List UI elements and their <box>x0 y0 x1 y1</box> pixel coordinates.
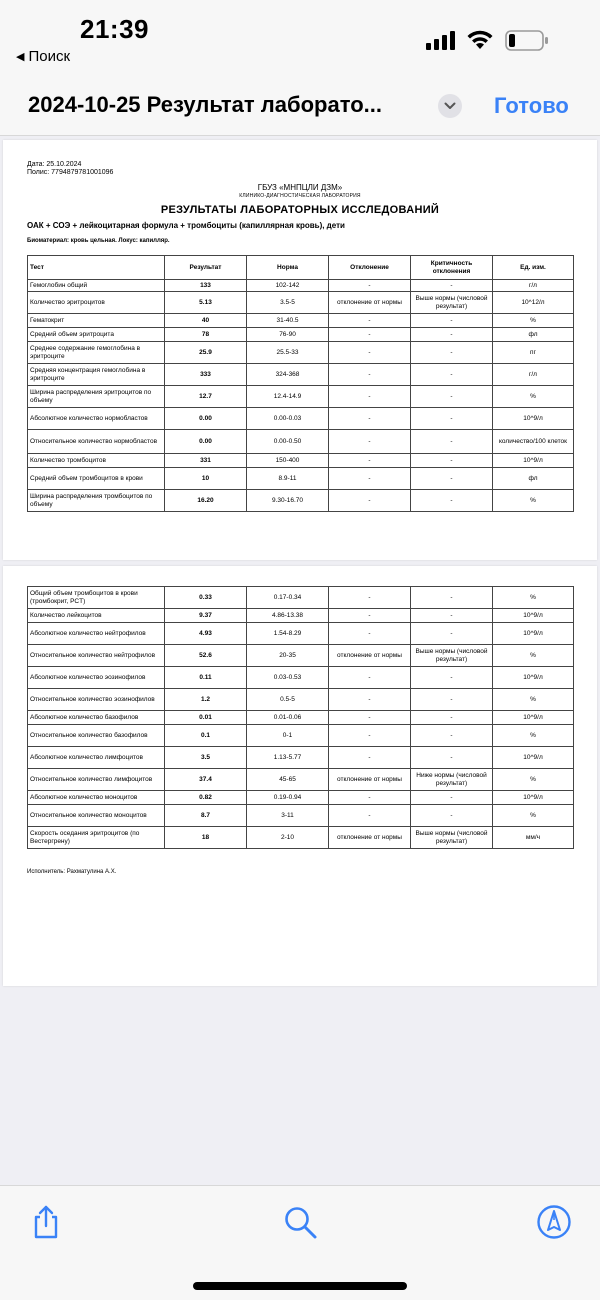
cell-test: Скорость оседания эритроцитов (по Вестергрену) <box>28 827 165 849</box>
cell-criticality: - <box>411 667 493 689</box>
back-app-label: Поиск <box>28 48 71 65</box>
cell-result: 333 <box>165 364 247 386</box>
cell-result: 0.01 <box>165 711 247 725</box>
chevron-down-icon[interactable] <box>438 94 462 118</box>
done-button[interactable]: Готово <box>494 93 569 118</box>
cell-deviation: - <box>329 689 411 711</box>
table-row <box>28 386 574 408</box>
table-row <box>28 430 574 454</box>
cell-test: Относительное количество эозинофилов <box>28 689 165 711</box>
table-row <box>28 689 574 711</box>
cell-norm: 31-40.5 <box>247 314 329 328</box>
cell-deviation: - <box>329 805 411 827</box>
table-row <box>28 328 574 342</box>
cell-norm: 3-11 <box>247 805 329 827</box>
cell-norm: 12.4-14.9 <box>247 386 329 408</box>
cell-norm: 20-35 <box>247 645 329 667</box>
table-row <box>28 587 574 609</box>
header-deviation: Отклонение <box>329 256 411 280</box>
table-row <box>28 314 574 328</box>
cell-unit: фл <box>493 468 574 490</box>
cell-test: Относительное количество моноцитов <box>28 805 165 827</box>
cell-test: Средняя концентрация гемоглобина в эритроците <box>28 364 165 386</box>
executor-name: Исполнитель: Рахматулина А.Х. <box>27 869 117 875</box>
cell-norm: 0-1 <box>247 725 329 747</box>
table-row <box>28 667 574 689</box>
cell-criticality: - <box>411 468 493 490</box>
cell-unit: 10^9/л <box>493 667 574 689</box>
cell-unit: 10^12/л <box>493 292 574 314</box>
cell-unit: количество/100 клеток <box>493 430 574 454</box>
cell-norm: 1.54-8.29 <box>247 623 329 645</box>
document-page-1 <box>3 140 597 560</box>
cell-unit: 10^9/л <box>493 623 574 645</box>
cell-test: Гемоглобин общий <box>28 280 165 292</box>
cell-norm: 0.00-0.03 <box>247 408 329 430</box>
cell-criticality: - <box>411 490 493 512</box>
cell-test: Абсолютное количество нейтрофилов <box>28 623 165 645</box>
cell-criticality: - <box>411 609 493 623</box>
cell-criticality: Выше нормы (числовой результат) <box>411 827 493 849</box>
biomaterial-info: Биоматериал: кровь цельная. Локус: капилляр. <box>27 238 170 244</box>
cell-norm: 4.86-13.38 <box>247 609 329 623</box>
cell-unit: 10^9/л <box>493 711 574 725</box>
cell-test: Количество лейкоцитов <box>28 609 165 623</box>
cell-criticality: - <box>411 805 493 827</box>
cell-deviation: - <box>329 386 411 408</box>
doc-date: Дата: 25.10.2024 <box>27 161 82 168</box>
cell-criticality: - <box>411 314 493 328</box>
cell-norm: 3.5-5 <box>247 292 329 314</box>
cell-unit: % <box>493 689 574 711</box>
table-row <box>28 292 574 314</box>
header-criticality: Критичность отклонения <box>411 256 493 280</box>
table-header-row <box>28 256 574 280</box>
cell-test: Среднее содержание гемоглобина в эритроците <box>28 342 165 364</box>
table-row <box>28 747 574 769</box>
table-row <box>28 645 574 667</box>
document-title[interactable]: 2024-10-25 Результат лаборато... <box>28 92 382 117</box>
cell-unit: % <box>493 490 574 512</box>
cell-result: 8.7 <box>165 805 247 827</box>
cell-unit: % <box>493 769 574 791</box>
cell-result: 9.37 <box>165 609 247 623</box>
table-row <box>28 609 574 623</box>
cell-result: 5.13 <box>165 292 247 314</box>
cell-deviation: отклонение от нормы <box>329 827 411 849</box>
cell-criticality: - <box>411 711 493 725</box>
cell-result: 0.33 <box>165 587 247 609</box>
cell-deviation: - <box>329 314 411 328</box>
cell-deviation: - <box>329 328 411 342</box>
table-row <box>28 769 574 791</box>
cell-result: 78 <box>165 328 247 342</box>
header-norm: Норма <box>247 256 329 280</box>
cell-result: 4.93 <box>165 623 247 645</box>
cell-criticality: - <box>411 689 493 711</box>
cell-norm: 1.13-5.77 <box>247 747 329 769</box>
test-panel-name: ОАК + СОЭ + лейкоцитарная формула + тромбоциты (капиллярная кровь), дети <box>27 221 345 230</box>
cell-test: Ширина распределения эритроцитов по объему <box>28 386 165 408</box>
cell-criticality: - <box>411 364 493 386</box>
cell-criticality: - <box>411 386 493 408</box>
cell-norm: 150-400 <box>247 454 329 468</box>
cell-deviation: - <box>329 454 411 468</box>
cell-norm: 102-142 <box>247 280 329 292</box>
cell-unit: 10^9/л <box>493 408 574 430</box>
cell-deviation: - <box>329 623 411 645</box>
bottom-toolbar <box>0 1185 600 1300</box>
cell-criticality: - <box>411 342 493 364</box>
cell-norm: 0.17-0.34 <box>247 587 329 609</box>
cell-norm: 0.01-0.06 <box>247 711 329 725</box>
back-to-app-button[interactable] <box>16 48 70 65</box>
cell-norm: 324-368 <box>247 364 329 386</box>
cell-deviation: - <box>329 408 411 430</box>
cell-unit: 10^9/л <box>493 791 574 805</box>
cell-test: Гематокрит <box>28 314 165 328</box>
cell-deviation: - <box>329 747 411 769</box>
cell-result: 10 <box>165 468 247 490</box>
cell-norm: 76-90 <box>247 328 329 342</box>
cell-deviation: - <box>329 667 411 689</box>
cell-deviation: - <box>329 791 411 805</box>
cell-deviation: - <box>329 490 411 512</box>
cell-result: 12.7 <box>165 386 247 408</box>
cell-result: 40 <box>165 314 247 328</box>
cell-result: 0.1 <box>165 725 247 747</box>
cell-criticality: - <box>411 623 493 645</box>
cell-norm: 0.00-0.50 <box>247 430 329 454</box>
doc-policy: Полис: 7794879781001096 <box>27 169 114 176</box>
cell-unit: г/л <box>493 280 574 292</box>
cell-result: 52.6 <box>165 645 247 667</box>
cell-criticality: Выше нормы (числовой результат) <box>411 645 493 667</box>
cell-result: 0.00 <box>165 430 247 454</box>
battery-icon <box>505 30 549 51</box>
cell-unit: % <box>493 805 574 827</box>
cell-result: 16.20 <box>165 490 247 512</box>
cell-test: Количество эритроцитов <box>28 292 165 314</box>
table-row <box>28 342 574 364</box>
cell-unit: мм/ч <box>493 827 574 849</box>
cell-deviation: - <box>329 364 411 386</box>
cell-deviation: - <box>329 468 411 490</box>
cell-result: 3.5 <box>165 747 247 769</box>
table-row <box>28 623 574 645</box>
cell-criticality: - <box>411 747 493 769</box>
cell-deviation: - <box>329 280 411 292</box>
cell-test: Абсолютное количество моноцитов <box>28 791 165 805</box>
cell-deviation: отклонение от нормы <box>329 769 411 791</box>
cellular-signal-icon <box>426 30 456 50</box>
cell-result: 331 <box>165 454 247 468</box>
doc-heading: РЕЗУЛЬТАТЫ ЛАБОРАТОРНЫХ ИССЛЕДОВАНИЙ <box>160 204 440 216</box>
cell-deviation: отклонение от нормы <box>329 645 411 667</box>
cell-norm: 0.5-5 <box>247 689 329 711</box>
header-result: Результат <box>165 256 247 280</box>
cell-test: Общий объем тромбоцитов в крови (тромбокрит, PCT) <box>28 587 165 609</box>
table-row <box>28 408 574 430</box>
cell-result: 25.9 <box>165 342 247 364</box>
cell-test: Относительное количество нейтрофилов <box>28 645 165 667</box>
cell-deviation: - <box>329 587 411 609</box>
cell-result: 133 <box>165 280 247 292</box>
cell-result: 18 <box>165 827 247 849</box>
markup-pen-icon[interactable] <box>536 1204 572 1240</box>
cell-unit: г/л <box>493 364 574 386</box>
cell-test: Средний объем эритроцита <box>28 328 165 342</box>
nav-bar <box>0 78 600 136</box>
cell-result: 1.2 <box>165 689 247 711</box>
table-row <box>28 280 574 292</box>
cell-criticality: - <box>411 328 493 342</box>
status-bar <box>0 0 600 78</box>
cell-norm: 2-10 <box>247 827 329 849</box>
cell-test: Относительное количество базофилов <box>28 725 165 747</box>
cell-unit: пг <box>493 342 574 364</box>
header-unit: Ед. изм. <box>493 256 574 280</box>
cell-unit: 10^9/л <box>493 454 574 468</box>
cell-test: Относительное количество нормобластов <box>28 430 165 454</box>
table-row <box>28 364 574 386</box>
back-triangle-icon: ◀ <box>16 51 25 63</box>
share-icon[interactable] <box>28 1204 64 1240</box>
cell-criticality: - <box>411 454 493 468</box>
table-row <box>28 711 574 725</box>
cell-criticality: Выше нормы (числовой результат) <box>411 292 493 314</box>
doc-department: КЛИНИКО-ДИАГНОСТИЧЕСКАЯ ЛАБОРАТОРИЯ <box>239 193 361 199</box>
cell-test: Абсолютное количество эозинофилов <box>28 667 165 689</box>
cell-deviation: - <box>329 725 411 747</box>
cell-deviation: - <box>329 342 411 364</box>
wifi-icon <box>465 27 495 51</box>
cell-test: Относительное количество лимфоцитов <box>28 769 165 791</box>
cell-test: Абсолютное количество базофилов <box>28 711 165 725</box>
results-table-page-1 <box>27 255 574 512</box>
cell-criticality: - <box>411 280 493 292</box>
table-row <box>28 791 574 805</box>
cell-unit: % <box>493 587 574 609</box>
cell-deviation: - <box>329 609 411 623</box>
cell-deviation: - <box>329 711 411 725</box>
document-page-2 <box>3 566 597 986</box>
table-row <box>28 468 574 490</box>
status-time: 21:39 <box>80 14 149 44</box>
cell-test: Количество тромбоцитов <box>28 454 165 468</box>
cell-norm: 0.03-0.53 <box>247 667 329 689</box>
cell-criticality: Ниже нормы (числовой результат) <box>411 769 493 791</box>
search-icon[interactable] <box>282 1204 318 1240</box>
cell-result: 0.82 <box>165 791 247 805</box>
cell-criticality: - <box>411 408 493 430</box>
table-row <box>28 490 574 512</box>
cell-norm: 25.5-33 <box>247 342 329 364</box>
cell-norm: 45-65 <box>247 769 329 791</box>
cell-result: 0.00 <box>165 408 247 430</box>
cell-unit: фл <box>493 328 574 342</box>
cell-deviation: - <box>329 430 411 454</box>
cell-result: 0.11 <box>165 667 247 689</box>
results-table-page-2 <box>27 586 574 849</box>
cell-unit: % <box>493 725 574 747</box>
cell-test: Средний объем тромбоцитов в крови <box>28 468 165 490</box>
cell-criticality: - <box>411 791 493 805</box>
cell-criticality: - <box>411 725 493 747</box>
cell-unit: 10^9/л <box>493 609 574 623</box>
cell-unit: % <box>493 386 574 408</box>
table-row <box>28 725 574 747</box>
cell-norm: 8.9-11 <box>247 468 329 490</box>
cell-test: Ширина распределения тромбоцитов по объему <box>28 490 165 512</box>
cell-norm: 9.30-16.70 <box>247 490 329 512</box>
header-test: Тест <box>28 256 165 280</box>
cell-criticality: - <box>411 587 493 609</box>
cell-criticality: - <box>411 430 493 454</box>
cell-unit: % <box>493 314 574 328</box>
table-row <box>28 805 574 827</box>
table-row <box>28 454 574 468</box>
cell-norm: 0.19-0.94 <box>247 791 329 805</box>
cell-unit: 10^9/л <box>493 747 574 769</box>
home-indicator[interactable] <box>193 1282 407 1290</box>
cell-result: 37.4 <box>165 769 247 791</box>
table-row <box>28 827 574 849</box>
cell-test: Абсолютное количество лимфоцитов <box>28 747 165 769</box>
doc-organization: ГБУЗ «МНПЦЛИ ДЗМ» <box>257 183 343 192</box>
cell-test: Абсолютное количество нормобластов <box>28 408 165 430</box>
cell-unit: % <box>493 645 574 667</box>
cell-deviation: отклонение от нормы <box>329 292 411 314</box>
